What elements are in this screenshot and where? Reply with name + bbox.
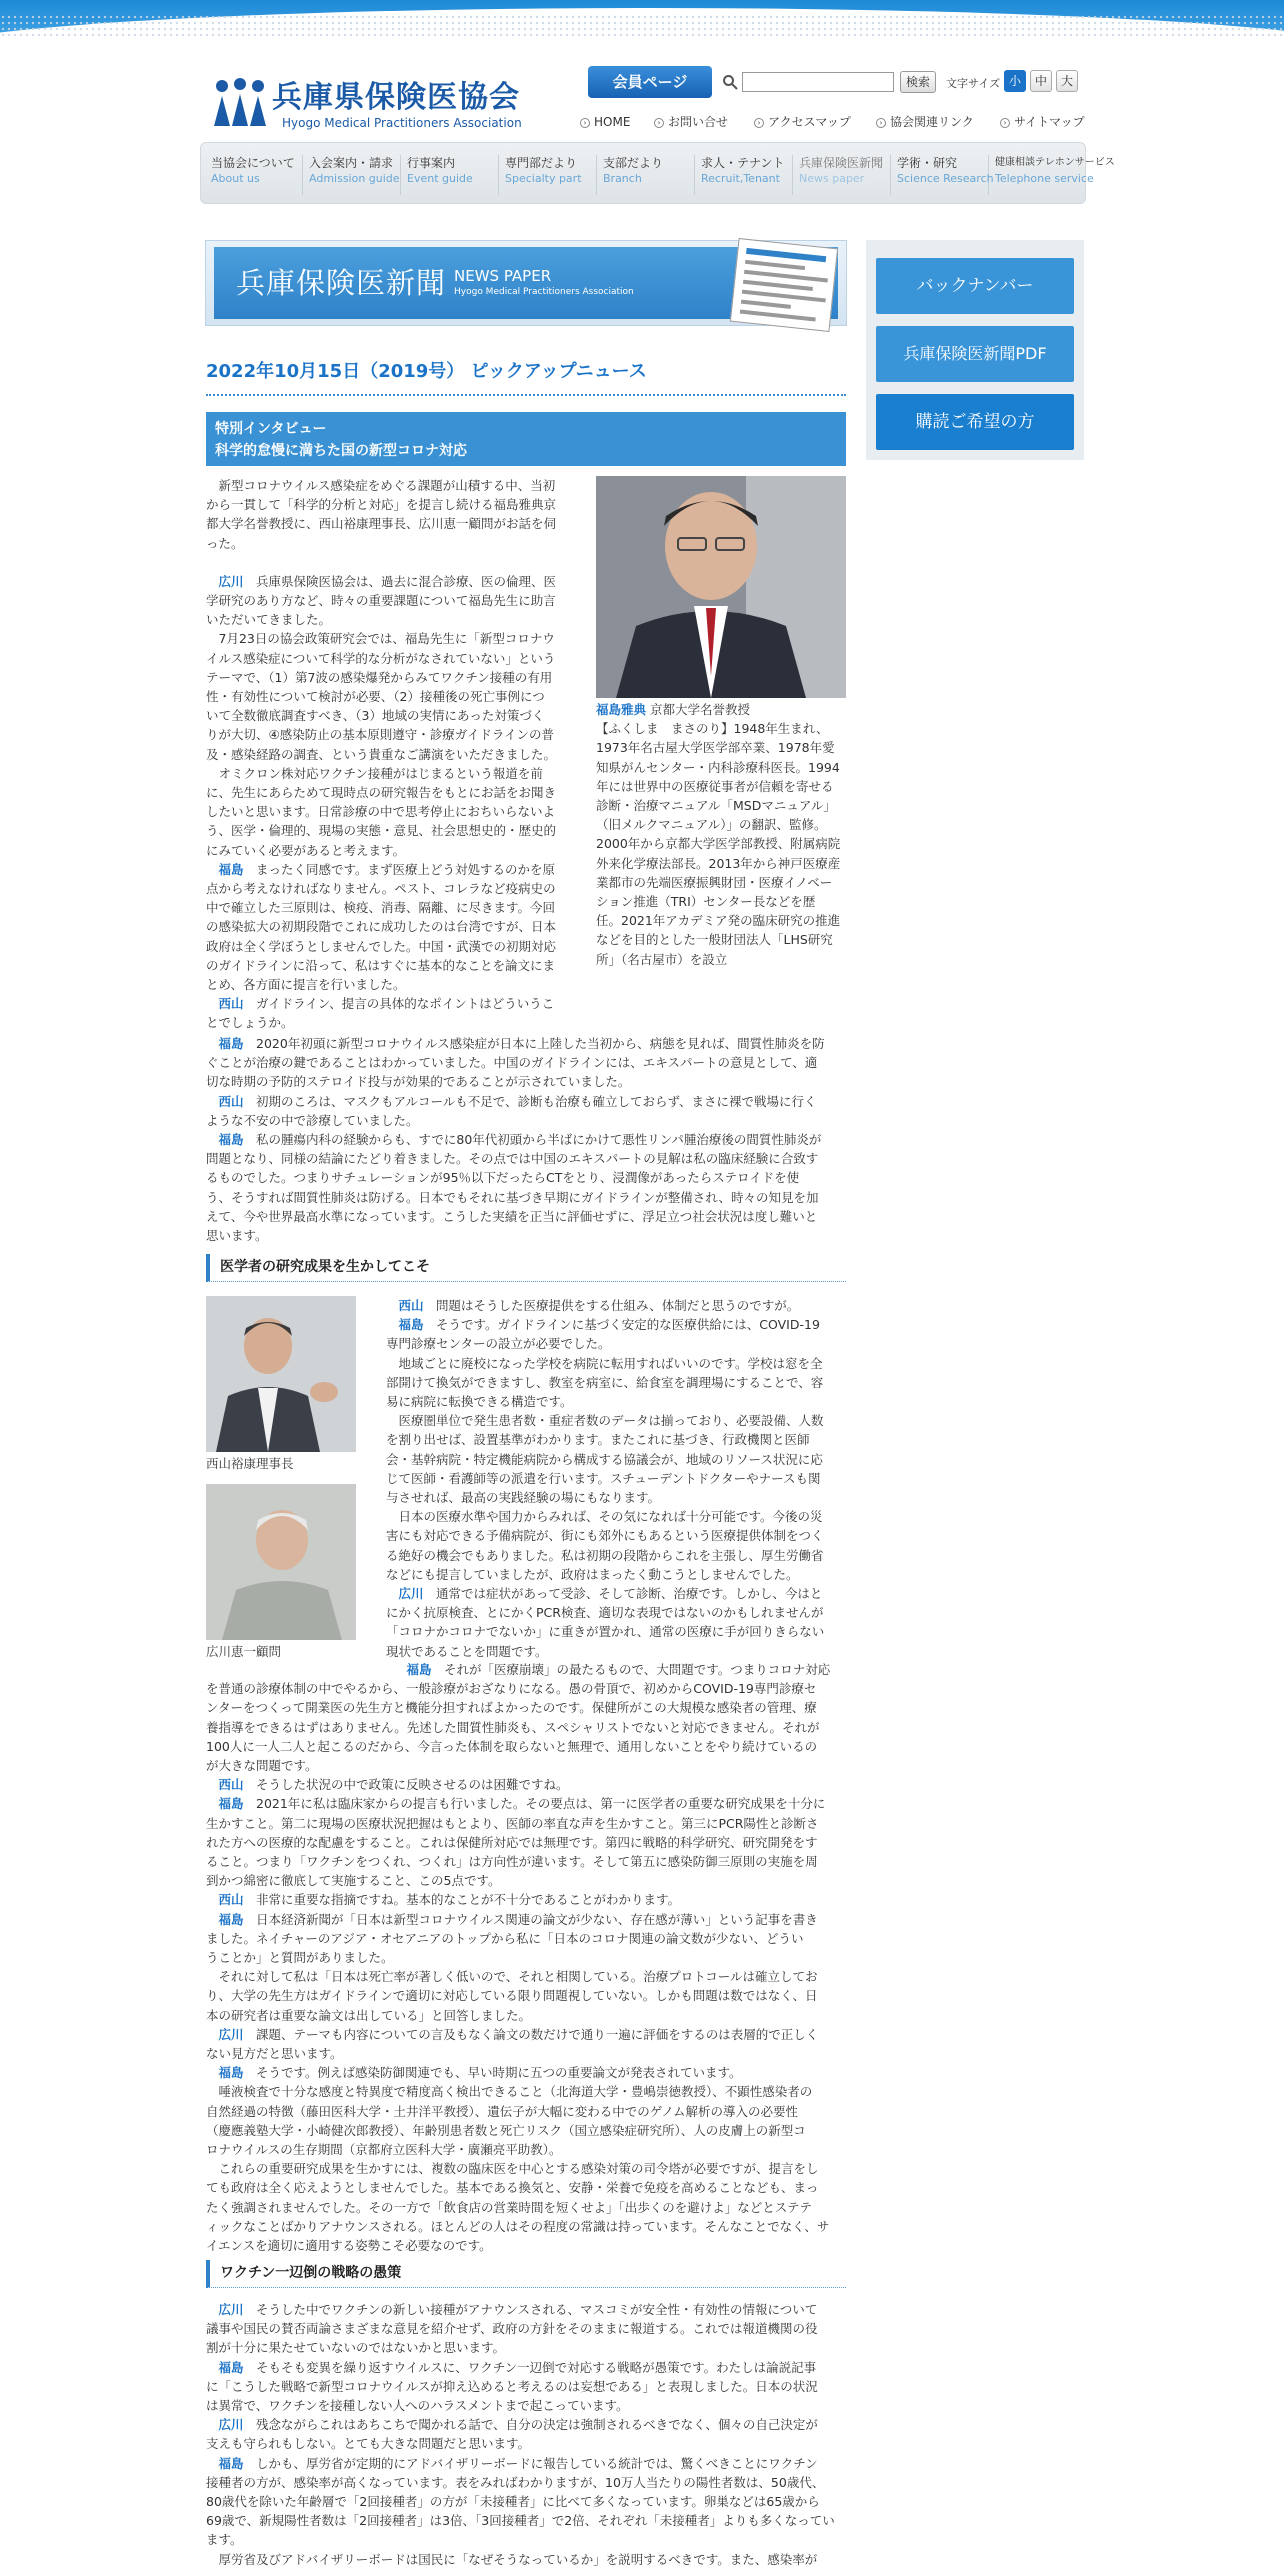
gnav-event[interactable]: 行事案内 Event guide xyxy=(401,155,499,195)
article-line: 政府は全く学ぼうとしませんでした。中国・武漢での初期対応 xyxy=(206,938,557,954)
article-line: 都大学名誉教授に、西山裕康理事長、広川恵一顧問がお話を伺 xyxy=(206,516,557,532)
article-line: 「コロナかコロナでないか」に重きが置かれ、通常の医療に手が回りきらない xyxy=(386,1624,825,1640)
article-line: 医療圏単位で発生患者数・重症者数のデータは揃っており、必要設備、人数 xyxy=(386,1413,824,1429)
speaker-name: 福島 xyxy=(206,2065,244,2081)
article-line: 易に病院に転換できる構造です。 xyxy=(386,1394,573,1410)
article-line: にかく抗原検査、とにかくPCR検査、適切な表現ではないのかもしれませんが xyxy=(386,1605,824,1621)
article-line: 唾液検査で十分な感度と特異度で精度高く検出できること（北海道大学・豊嶋崇徳教授）、不顕性感染者の xyxy=(206,2084,813,2100)
article-line: 中で確立した三原則は、検疫、消毒、隔離、に尽きます。今回 xyxy=(206,900,556,916)
speaker-name: 広川 xyxy=(206,2302,244,2317)
article-line: 福島 そもそも変異を繰り返すウイルスに、ワクチン一辺倒で対応する戦略が愚策です。わたしは論説記事 xyxy=(206,2359,817,2375)
member-page-button[interactable]: 会員ページ xyxy=(588,66,712,98)
article-line: 福島 そうです。ガイドラインに基づく安定的な医療供給には、COVID-19 xyxy=(386,1317,820,1333)
article-line: それに対して私は「日本は死亡率が著しく低いので、それと相関している。治療プロトコールは確立してお xyxy=(206,1969,818,1985)
speaker-name: 福島 xyxy=(386,1317,424,1333)
article-line: 自然経過の特徴（藤田医科大学・土井洋平教授）、遺伝子が大幅に変わる中でのゲノム解析の導入の必要性 xyxy=(206,2103,799,2119)
speaker-name: 西山 xyxy=(206,1892,244,1908)
article-line: 福島 しかも、厚労省が定期的にアドバイザリーボードに報告している統計では、驚くべきことにワクチン xyxy=(206,2455,818,2471)
gnav-specialty[interactable]: 専門部だより Specialty part xyxy=(499,155,597,195)
article-line: 会・基幹病院・特定機能病院から構成する協議会が、地域のリソース状況に応 xyxy=(386,1451,823,1467)
gnav-recruit[interactable]: 求人・テナント Recruit,Tenant xyxy=(695,155,793,195)
article-line: 接種者の方が、感染率が高くなっています。表をみればわかりますが、10万人当たりの陽性者数は、50歳代、 xyxy=(206,2474,825,2490)
person-photo-icon xyxy=(206,1484,356,1640)
gnav-about[interactable]: 当協会について About us xyxy=(205,155,303,195)
article-line: ました。ネイチャーのアジア・オセアニアのトップから私に「日本のコロナ関連の論文数が少ない、どうい xyxy=(206,1930,804,1946)
font-size-small-button[interactable]: 小 xyxy=(1004,70,1026,92)
article-line: 生かすこと。第二に現場の医療状況把握はもとより、医師の率直な声を生かすこと。第三にPCR陽性と診断さ xyxy=(206,1815,819,1831)
article-line: などにも提言していましたが、政府はまったく動こうとしませんでした。 xyxy=(386,1566,799,1582)
banner-title: 兵庫保険医新聞 xyxy=(236,266,447,300)
article-line: 福島 それが「医療崩壊」の最たるもので、大問題です。つまりコロナ対応 xyxy=(394,1662,831,1677)
gnav-admission[interactable]: 入会案内・請求 Admission guide xyxy=(303,155,401,195)
logo-people-icon xyxy=(210,78,270,126)
font-size-large-button[interactable]: 大 xyxy=(1056,70,1078,92)
section-heading-research: 医学者の研究成果を生かしてこそ xyxy=(206,1254,846,1282)
chevron-right-icon: › xyxy=(754,118,764,128)
article-column-1 xyxy=(206,476,584,1033)
article-line: いて全数徹底調査すべき、（3）地域の実情にあった対策づく xyxy=(206,708,545,724)
article-line: 80歳代を除いた年齢層で「2回接種者」の方が「未接種者」に比べて多くなっています。卵巣などは65歳から xyxy=(206,2494,820,2510)
nishiyama-caption: 西山裕康理事長 xyxy=(206,1456,294,1471)
global-nav xyxy=(200,142,1115,204)
paragraph-gap xyxy=(206,553,584,572)
speaker-name: 西山 xyxy=(386,1298,424,1313)
font-size-label: 文字サイズ xyxy=(946,77,1001,90)
article-line: 専門診療センターの設立が必要でした。 xyxy=(386,1336,611,1352)
article-line: ても政府は全く応えようとしませんでした。基本である換気と、安静・栄養で免疫を高めることなども、まっ xyxy=(206,2180,819,2196)
chevron-right-icon: › xyxy=(876,118,886,128)
gnav-branch[interactable]: 支部だより Branch xyxy=(597,155,695,195)
article-line: 西山 初期のころは、マスクもアルコールも不足で、診断も治療も確立しておらず、まさに裸で戦場に行く xyxy=(206,1093,817,1109)
article-line: ロナウイルスの生存期間（京都府立医科大学・廣瀬亮平助教）。 xyxy=(206,2142,562,2158)
article-column-2 xyxy=(386,1296,846,1661)
article-line: 割が十分に果たせていないのではないかと思います。 xyxy=(206,2340,506,2356)
gnav-newspaper[interactable]: 兵庫保険医新聞 News paper xyxy=(793,155,891,195)
page-title: 2022年10月15日（2019号） ピックアップニュース xyxy=(206,358,846,396)
speaker-name: 西山 xyxy=(206,1777,244,1793)
speaker-name: 広川 xyxy=(206,2417,244,2433)
dot-pattern xyxy=(0,14,1284,36)
article-line: に「こうした戦略で新型コロナウイルスが抑え込めると考えるのは妄想である」と表現しました。日本の状況 xyxy=(206,2378,818,2394)
article-line: 地域ごとに廃校になった学校を病院に転用すればいいのです。学校は窓を全 xyxy=(386,1355,823,1371)
article-line: 広川 そうした中でワクチンの新しい接種がアナウンスされる、マスコミが安全性・有効性の情報について xyxy=(206,2302,818,2317)
article-line: の感染拡大の初期段階でこれに成功したのは台湾ですが、日本 xyxy=(206,919,557,935)
speaker-name: 福島 xyxy=(206,861,244,877)
article-line: 問題となり、同様の結論にたどり着きました。その点では中国のエキスパートの見解は私の臨床経験に合致す xyxy=(206,1151,819,1167)
article-line: 福島 私の腫瘍内科の経験からも、すでに80年代初頭から半ばにかけて悪性リンパ腫治療後の間質性肺炎が xyxy=(206,1132,822,1148)
newspaper-banner xyxy=(205,240,847,326)
speaker-name: 福島 xyxy=(206,2359,244,2375)
article-line: とでしょうか。 xyxy=(206,1015,294,1031)
article-line: えて、今や世界最高水準になっています。こうした実績を正当に評価せずに、浮足立つ社会状況は度し難いと xyxy=(206,1208,818,1224)
article-line: う、医学・倫理的、現場の実態・意見、社会思想史的・歴史的 xyxy=(206,823,557,839)
banner-org: Hyogo Medical Practitioners Association xyxy=(454,287,634,297)
search-input[interactable] xyxy=(742,72,894,92)
newspaper-illustration xyxy=(730,238,838,332)
article-fullwidth-3 xyxy=(206,2300,846,2568)
article-line: は異常で、ワクチンを接種しない人へのハラスメントまで起こっています。 xyxy=(206,2398,629,2414)
article-line: 69歳で、新規陽性者数は「2回接種者」は3倍、「3回接種者」で2倍、それぞれ「未接種者」よりも多くなってい xyxy=(206,2513,835,2529)
section-heading-vaccine: ワクチン一辺倒の戦略の愚策 xyxy=(206,2260,846,2288)
speaker-name: 福島 xyxy=(206,1796,244,1812)
article-line: に、先生にあらためて現時点の研究報告をもとにお話をお聞き xyxy=(206,785,557,801)
util-link-access[interactable]: › アクセスマップ xyxy=(754,113,851,132)
article-line: （慶應義塾大学・小崎健次郎教授）、年齢別患者数と死亡リスク（国立感染症研究所）、人の皮膚上の新型コ xyxy=(206,2122,806,2138)
util-link-links[interactable]: › 協会関連リンク xyxy=(876,113,974,132)
article-line: 福島 そうです。例えば感染防御関連でも、早い時期に五つの重要論文が発表されています。 xyxy=(206,2065,742,2081)
speaker-name: 福島 xyxy=(206,1036,244,1051)
article-line: 及・感染経路の調査、という貴重なご講演をいただきました。 xyxy=(206,746,557,762)
gnav-telephone[interactable]: 健康相談テレホンサービス Telephone service xyxy=(995,157,1115,185)
chevron-right-icon: › xyxy=(654,118,664,128)
article-line: うことか」と質問がありました。 xyxy=(206,1950,394,1966)
article-line: たく強調されませんでした。その一方で「飲食店の営業時間を短くせよ」「出歩くのを避けよ」などとステテ xyxy=(206,2199,813,2215)
person-photo-icon xyxy=(206,1296,356,1452)
article-line: る絶好の機会でもありました。私は初期の段階からこれを主張し、厚生労働省 xyxy=(386,1547,824,1563)
subscribe-button[interactable]: 購読ご希望の方 xyxy=(876,394,1074,450)
article-line: 福島 2021年に私は臨床家からの提言も行いました。その要点は、第一に医学者の重要な研究成果を十分に xyxy=(206,1796,826,1812)
article-line: を割り出せば、設置基準がわかります。またこれに基づき、行政機関と医師 xyxy=(386,1432,810,1448)
article-fullwidth-1 xyxy=(206,1034,846,1245)
article-line: いただいてきました。 xyxy=(206,612,332,628)
speaker-name: 福島 xyxy=(206,1132,244,1148)
chevron-right-icon: › xyxy=(1000,118,1010,128)
article-line: りが大切、④感染防止の基本原則遵守・診療ガイドラインの普 xyxy=(206,727,554,743)
article-line: 支えも守られもしない。とても大きな問題だと思います。 xyxy=(206,2436,531,2452)
chevron-right-icon: › xyxy=(580,118,590,128)
nishiyama-photo xyxy=(206,1296,356,1452)
article-line: 現状であることを問題です。 xyxy=(386,1643,548,1659)
article-line: 福島 まったく同感です。まず医療上どう対処するのかを原 xyxy=(206,861,556,877)
fukushima-caption: 福島雅典 京都大学名誉教授 【ふくしま まさのり】1948年生まれ、 1973年名古屋大学医学部卒業、1978年愛 知県がんセンター・内科診療科医長。1994 年には世界中の医療従事者が信頼を寄せる 診断・治療マニュアル「MSDマニュアル」 （旧メルクマニュアル）」の翻訳、監修。 2000年から京都大学医学部教授、附属病院 外来化学療法部長。2013年から神戸医療産 業都市の先端医療振興財団・医療イノベー ション推進（TRI）センター長などを歴 任。2021年アカデミア発の臨床研究の推進 などを目的とした一般財団法人「LHS研究 所」（名古屋市）を設立 xyxy=(596,702,841,967)
article-line: ィックなことばかりアナウンスされる。ほとんどの人はその程度の常識は持っています。そんなことでなく、サ xyxy=(206,2218,830,2234)
article-line: 学研究のあり方など、時々の重要課題について福島先生に助言 xyxy=(206,593,556,609)
article-line: を普通の診療体制の中でやるから、一般診療がおざなりになる。愚の骨頂で、初めからCOVID-19専門診療セ xyxy=(206,1681,817,1697)
article-line: が大きな問題です。 xyxy=(206,1758,318,1774)
article-line: 厚労省及びアドバイザリーボードは国民に「なぜそうなっているか」を説明するべきです。また、感染率が xyxy=(206,2551,818,2567)
banner-subtitle: NEWS PAPER xyxy=(454,267,552,285)
article-line: テーマで、（1）第7波の感染爆発からみてワクチン接種の有用 xyxy=(206,669,553,685)
article-line: 与させれば、最高の実践経験の場にもなります。 xyxy=(386,1490,661,1506)
article-line: ること。つまり「ワクチンをつくれ、つくれ」は方向性が違います。そして第五に感染防御三原則の実施を周 xyxy=(206,1854,818,1870)
article-line: とめ、各方面に提言を行いました。 xyxy=(206,977,406,993)
article-line: 広川 兵庫県保険医協会は、過去に混合診療、医の倫理、医 xyxy=(206,573,557,589)
hirokawa-caption: 広川恵一顧問 xyxy=(206,1644,282,1659)
article-line: 養指導をできるはずはありません。先述した間質性肺炎も、スペシャリストでないと対応できません。それが xyxy=(206,1719,820,1735)
article-line: にみていく必要があると考えます。 xyxy=(206,842,406,858)
article-line: 新型コロナウイルス感染症をめぐる課題が山積する中、当初 xyxy=(206,478,556,493)
sidebar xyxy=(866,240,1084,460)
article-line: るものでした。つまりサチュレーションが95％以下だったらCTをとり、浸潤像があったらステロイドを使 xyxy=(206,1170,800,1186)
article-line: ぐことが治療の鍵であることはわかっていました。中国のガイドラインには、エキスパートの意見として、適 xyxy=(206,1055,818,1071)
util-link-sitemap[interactable]: › サイトマップ xyxy=(1000,113,1085,132)
article-line: 点から考えなければなりません。ペスト、コレラなど疫病史の xyxy=(206,881,556,897)
article-line: のガイドラインに沿って、私はすぐに基本的なことを論文にま xyxy=(206,957,556,973)
article-line: ンターをつくって開業医の先生方と機能分担すればよかったのです。保健所がこの大規模な感染者の管理、療 xyxy=(206,1700,817,1716)
article-line: れた方への医療的な配慮をすること。これは保健所対応では無理です。第四に戦略的科学研究、研究開発をす xyxy=(206,1834,818,1850)
article-line: 害にも対応できる予備病院が、街にも郊外にもあるという医療提供体制をつく xyxy=(386,1528,824,1544)
speaker-name: 福島 xyxy=(394,1662,432,1677)
util-link-contact[interactable]: › お問い合せ xyxy=(654,113,728,132)
article-line: これらの重要研究成果を生かすには、複数の臨床医を中心とする感染対策の司令塔が必要ですが、提言をし xyxy=(206,2161,819,2177)
article-line: 日本の医療水準や国力からみれば、その気になれば十分可能です。今後の災 xyxy=(386,1509,823,1525)
gnav-science[interactable]: 学術・研究 Science Research xyxy=(891,155,989,195)
article-line: 福島 日本経済新聞が「日本は新型コロナウイルス関連の論文が少ない、存在感が薄い」という記事を書き xyxy=(206,1911,818,1927)
article-line: オミクロン株対応ワクチン接種がはじまるという報道を前 xyxy=(206,765,543,781)
search-button[interactable]: 検索 xyxy=(900,71,936,93)
speaker-name: 広川 xyxy=(386,1586,424,1602)
logo-title: 兵庫県保険医協会 xyxy=(272,80,520,115)
article-line: 思います。 xyxy=(206,1228,268,1244)
speaker-name: 福島 xyxy=(206,2455,244,2471)
article-line: う、そうすれば間質性肺炎は防げる。日本でもそれに基づき早期にガイドラインが整備され、時々の知見を加 xyxy=(206,1189,819,1205)
article-line: 広川 課題、テーマも内容についての言及もなく論文の数だけで通り一遍に評価をするのは表層的で正しく xyxy=(206,2026,819,2042)
article-line: イエンスを適切に適用する姿勢こそ必要なのです。 xyxy=(206,2238,492,2254)
article-line: イルス感染症について科学的な分析がなされていない」という xyxy=(206,650,556,666)
article-line: り、大学の先生方はガイドラインで適切に対応している限り問題視していない。しかも問題は数ではなく、日 xyxy=(206,1988,818,2004)
article-line: 100人に一人二人と起こるのだから、今言った体制を取らないと無理で、通用しないことをやり続けているの xyxy=(206,1738,818,1754)
article-line: じて医師・看護師等の派遣を行います。スチューデントドクターやナースも関 xyxy=(386,1470,821,1486)
speaker-name: 福島 xyxy=(206,1911,244,1927)
article-line: ない見方だと思います。 xyxy=(206,2046,343,2062)
search-icon xyxy=(722,74,738,90)
speaker-name: 広川 xyxy=(206,573,244,589)
fukushima-photo xyxy=(596,476,846,698)
article-line: 切な時期の予防的ステロイド投与が効果的であることが示されていました。 xyxy=(206,1074,631,1090)
feature-title: 科学的怠慢に満ちた国の新型コロナ対応 xyxy=(215,443,467,459)
article-line: ような不安の中で診療していました。 xyxy=(206,1112,419,1128)
article-line: 福島 2020年初頭に新型コロナウイルス感染症が日本に上陸した当初から、病態を見れば、間質性肺炎を防 xyxy=(206,1036,825,1051)
speaker-name: 西山 xyxy=(206,1093,244,1109)
article-line: 広川 残念ながらこれはあちこちで聞かれる話で、自分の決定は強制されるべきでなく、個々の自己決定が xyxy=(206,2417,818,2433)
article-line: から一貫して「科学的分析と対応」を提言し続ける福島雅典京 xyxy=(206,497,557,513)
hirokawa-photo xyxy=(206,1484,356,1640)
article-line: ます。 xyxy=(206,2532,243,2548)
feature-kicker: 特別インタビュー xyxy=(215,421,327,437)
article-fullwidth-2 xyxy=(206,1660,846,2255)
article-line: 広川 通常では症状があって受診、そして診断、治療です。しかし、今はと xyxy=(386,1586,823,1602)
article-line: 西山 問題はそうした医療提供をする仕組み、体制だと思うのですが。 xyxy=(386,1298,800,1313)
article-line: したいと思います。日常診療の中で思考停止におちいらないよ xyxy=(206,804,556,820)
article-line: 西山 そうした状況の中で政策に反映させるのは困難ですね。 xyxy=(206,1777,569,1793)
article-line: 西山 非常に重要な指摘ですね。基本的なことが不十分であることがわかります。 xyxy=(206,1892,681,1908)
logo-subtitle: Hyogo Medical Practitioners Association xyxy=(282,116,522,130)
article-line: 到かつ綿密に徹底して実施すること、この5点です。 xyxy=(206,1873,501,1889)
top-decor-band xyxy=(0,0,1284,44)
newspaper-pdf-button[interactable]: 兵庫保険医新聞PDF xyxy=(876,326,1074,382)
feature-header xyxy=(206,412,846,466)
site-logo[interactable] xyxy=(210,74,540,130)
util-link-home[interactable]: › HOME xyxy=(580,113,630,132)
speaker-name: 西山 xyxy=(206,996,244,1012)
article-line: 西山 ガイドライン、提言の具体的なポイントはどういうこ xyxy=(206,996,555,1012)
article-line: った。 xyxy=(206,535,244,551)
article-line: 本の研究者は重要な論文は出している」と回答しました。 xyxy=(206,2007,532,2023)
article-line: 部開けて換気ができますし、教室を病室に、給食室を調理場にすることで、容 xyxy=(386,1374,824,1390)
font-size-medium-button[interactable]: 中 xyxy=(1030,70,1052,92)
article-line: 議事や国民の賛否両論さまざまな意見を紹介せず、政府の方針をそのままに報道する。これでは報道機関の役 xyxy=(206,2321,818,2337)
article-line: 7月23日の協会政策研究会では、福島先生に「新型コロナウ xyxy=(206,631,555,647)
person-photo-icon xyxy=(596,476,846,698)
speaker-name: 広川 xyxy=(206,2026,244,2042)
backnumber-button[interactable]: バックナンバー xyxy=(876,258,1074,314)
article-line: 性・有効性について検討が必要、（2）接種後の死亡事例につ xyxy=(206,689,545,705)
